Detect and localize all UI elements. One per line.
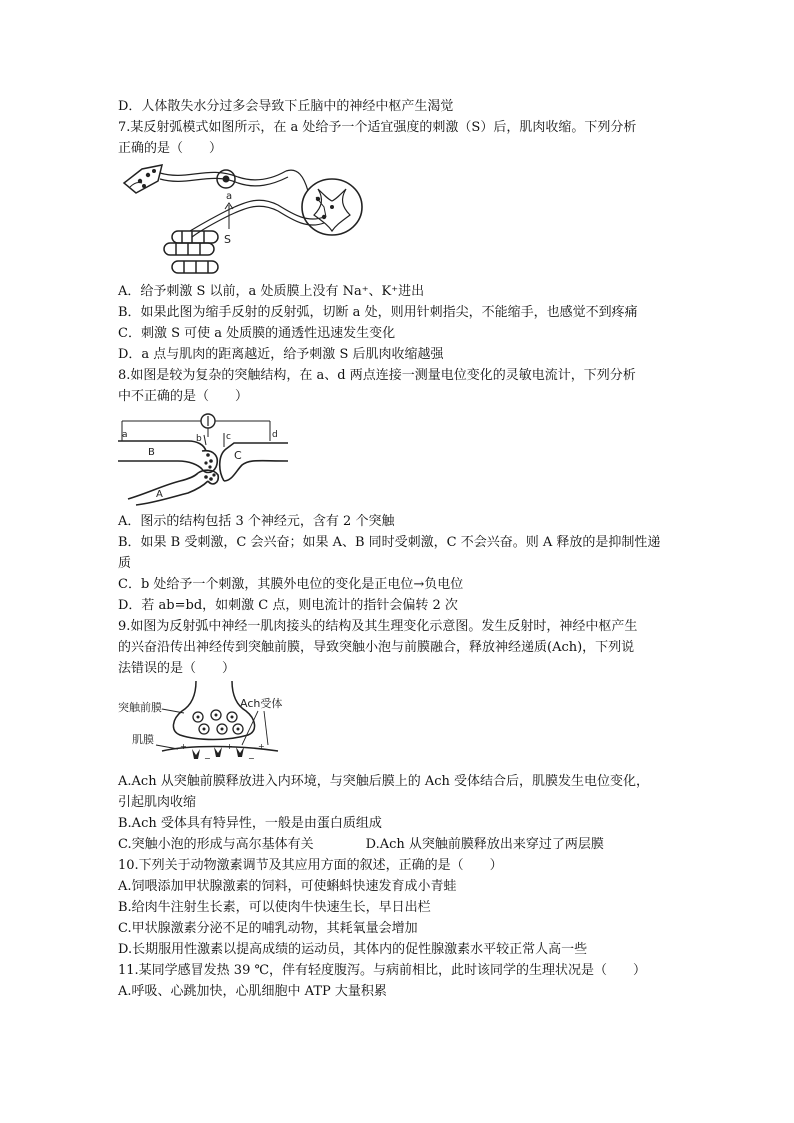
figure-label-s: S — [224, 233, 231, 246]
q10-option-d: D.长期服用性激素以提高成绩的运动员，其体内的促性腺激素水平较正常人高一些 — [118, 942, 588, 957]
q7-stem-line-1: 7.某反射弧模式如图所示，在 a 处给予一个适宜强度的刺激（S）后，肌肉收缩。下列分析 — [118, 120, 637, 135]
figure-label-c-point: c — [226, 432, 231, 442]
q10-option-c: C.甲状腺激素分泌不足的哺乳动物，其耗氧量会增加 — [118, 921, 418, 936]
q8-stem-line-1: 8.如图是较为复杂的突触结构，在 a、d 两点连接一测量电位变化的灵敏电流计，下列分析 — [118, 368, 636, 383]
figure-label-neuron-c: C — [234, 449, 242, 462]
q9-stem-line-1: 9.如图为反射弧中神经一肌肉接头的结构及其生理变化示意图。发生反射时，神经中枢产生 — [118, 619, 638, 634]
q9-option-a-line-2: 引起肌肉收缩 — [118, 795, 197, 810]
reflex-arc-diagram — [118, 159, 378, 277]
q8-stem-line-2: 中不正确的是（ ） — [118, 389, 249, 404]
svg-text:+: + — [226, 742, 233, 751]
q8-option-d: D．若 ab=bd，如刺激 C 点，则电流计的指针会偏转 2 次 — [118, 598, 458, 613]
svg-text:+: + — [180, 742, 187, 751]
exam-page — [118, 96, 678, 1002]
figure-label-neuron-b: B — [148, 447, 155, 458]
q9-options-c-d-row — [118, 834, 678, 855]
q9-stem-line-3: 法错误的是（ ） — [118, 661, 236, 676]
q9-option-d: D.Ach 从突触前膜释放出来穿过了两层膜 — [365, 837, 604, 852]
figure-label-a-point: a — [122, 430, 128, 440]
figure-label-presynaptic-membrane: 突触前膜 — [118, 701, 162, 714]
q10-option-b: B.给肉牛注射生长素，可以使肉牛快速生长，早日出栏 — [118, 900, 431, 915]
q7-option-b: B．如果此图为缩手反射的反射弧，切断 a 处，则用针刺指尖，不能缩手，也感觉不到疼痛 — [118, 305, 638, 320]
figure-label-ach-receptor: Ach受体 — [240, 697, 283, 710]
q9-stem-line-2: 的兴奋沿传出神经传到突触前膜，导致突触小泡与前膜融合，释放神经递质(Ach)，下列说 — [118, 640, 635, 655]
q9-neuromuscular-figure — [118, 679, 678, 771]
figure-label-a: a — [226, 191, 233, 202]
figure-label-muscle-membrane: 肌膜 — [132, 733, 154, 746]
svg-text:−: − — [204, 754, 211, 763]
neuromuscular-junction-diagram — [118, 679, 288, 769]
q7-option-d: D．a 点与肌肉的距离越近，给予刺激 S 后肌肉收缩越强 — [118, 347, 444, 362]
q8-option-a: A．图示的结构包括 3 个神经元，含有 2 个突触 — [118, 514, 395, 529]
q8-option-b-line-1: B．如果 B 受刺激，C 会兴奋；如果 A、B 同时受刺激，C 不会兴奋。则 A 释放的是抑制性递 — [118, 535, 661, 550]
q9-option-a-line-1: A.Ach 从突触前膜释放进入内环境，与突触后膜上的 Ach 受体结合后，肌膜发生电位变化， — [118, 774, 650, 789]
q8-synapse-figure — [118, 407, 678, 507]
figure-label-neuron-a: A — [156, 489, 163, 500]
q10-option-a: A.饲喂添加甲状腺激素的饲料，可使蝌蚪快速发育成小青蛙 — [118, 879, 457, 894]
q11-option-a: A.呼吸、心跳加快，心肌细胞中 ATP 大量积累 — [118, 984, 387, 999]
q8-option-c: C．b 处给予一个刺激，其膜外电位的变化是正电位→负电位 — [118, 577, 464, 592]
figure-label-b-point: b — [196, 434, 202, 444]
synapse-diagram — [118, 411, 288, 507]
q7-reflex-arc-figure — [118, 159, 678, 277]
q8-option-b-line-2: 质 — [118, 556, 132, 571]
svg-text:−: − — [248, 754, 255, 763]
q6-option-d: D．人体散失水分过多会导致下丘脑中的神经中枢产生渴觉 — [118, 99, 454, 114]
q7-option-c: C．刺激 S 可使 a 处质膜的通透性迅速发生变化 — [118, 326, 396, 341]
svg-text:+: + — [258, 742, 265, 751]
q10-stem: 10.下列关于动物激素调节及其应用方面的叙述，正确的是（ ） — [118, 858, 503, 873]
q9-option-c: C.突触小泡的形成与高尔基体有关 — [118, 837, 314, 852]
q7-stem-line-2: 正确的是（ ） — [118, 141, 223, 156]
figure-label-d-point: d — [272, 430, 278, 440]
q9-option-b: B.Ach 受体具有特异性，一般是由蛋白质组成 — [118, 816, 382, 831]
q11-stem: 11.某同学感冒发热 39 ℃，伴有轻度腹泻。与病前相比，此时该同学的生理状况是（ ） — [118, 963, 647, 978]
q7-option-a: A．给予刺激 S 以前，a 处质膜上没有 Na⁺、K⁺进出 — [118, 284, 425, 299]
